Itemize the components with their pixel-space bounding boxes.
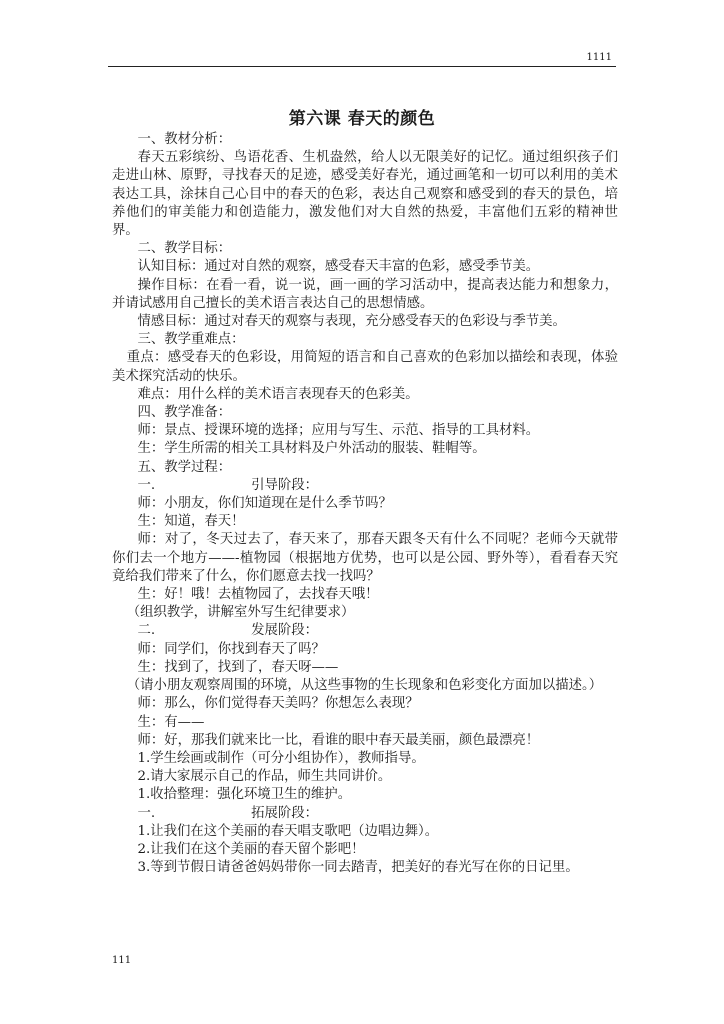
paragraph [112, 604, 618, 622]
paragraph-text: 2.请大家展示自己的作品，师生共同讲价。 [137, 769, 392, 785]
paragraph-text: 师：好，那我们就来比一比，看谁的眼中春天最美丽，颜色最漂亮！ [137, 732, 540, 748]
stage-label: 发展阶段： [251, 623, 319, 639]
paragraph-text: 操作目标：在看一看，说一说，画一画的学习活动中，提高表达能力和想象力，并请试感用自己擅长的美术语言表达自己的思想情感。 [112, 277, 618, 311]
paragraph [112, 277, 618, 313]
paragraph-text: 1.收拾整理：强化环境卫生的维护。 [137, 787, 352, 803]
stage-label: 引导阶段： [251, 477, 319, 493]
paragraph-text: 春天五彩缤纷、鸟语花香、生机盎然，给人以无限美好的记忆。通过组织孩子们走进山林、原野，寻找春天的足迹，感受美好春光，通过画笔和一切可以利用的美术表达工具，涂抹自己心目中的春天的色彩，表达自己观察和感受到的春天的景色，培养他们的审美能力和创造能力，激发他们对大自然的热爱，丰富他们五彩的精神世界。 [112, 150, 618, 239]
paragraph [112, 404, 618, 422]
paragraph [112, 622, 618, 640]
stage-label: 拓展阶段： [251, 805, 319, 821]
paragraph-text: 二. [137, 623, 156, 639]
paragraph [112, 805, 618, 823]
paragraph [112, 131, 618, 149]
paragraph-text: 二、教学目标： [137, 241, 232, 257]
paragraph-text: 师：小朋友，你们知道现在是什么季节吗？ [137, 496, 392, 512]
header-divider [108, 66, 616, 67]
paragraph-text: 师：对了，冬天过去了，春天来了，那春天跟冬天有什么不同呢？老师今天就带你们去一个地方——-植物园（根据地方优势，也可以是公园、野外等），看看春天究竟给我们带来了什么，你们愿意去找一找吗？ [112, 532, 618, 584]
paragraph-text: 生：学生所需的相关工具材料及户外活动的服装、鞋帽等。 [137, 441, 486, 457]
paragraph [112, 440, 618, 458]
paragraph [112, 586, 618, 604]
paragraph [112, 477, 618, 495]
paragraph-text: 1.让我们在这个美丽的春天唱支歌吧（边唱边舞）。 [137, 823, 439, 839]
paragraph [112, 386, 618, 404]
paragraph-text: 师：同学们，你找到春天了吗？ [137, 641, 325, 657]
paragraph-text: 一. [137, 805, 156, 821]
paragraph-text: 一、教材分析： [137, 132, 232, 147]
paragraph-text: 生：有—— [137, 714, 205, 730]
paragraph [112, 732, 618, 750]
paragraph-text: 2.让我们在这个美丽的春天留个影吧！ [137, 841, 365, 857]
paragraph [112, 841, 618, 859]
footer-page-marker: 111 [112, 955, 132, 966]
paragraph [112, 786, 618, 804]
paragraph-text: （组织教学，讲解室外写生纪律要求） [126, 605, 355, 621]
paragraph [112, 331, 618, 349]
paragraph-text: 重点：感受春天的色彩设，用简短的语言和自己喜欢的色彩加以描绘和表现，体验美术探究活动的快乐。 [112, 350, 618, 384]
paragraph [112, 677, 618, 695]
paragraph-text: 情感目标：通过对春天的观察与表现，充分感受春天的色彩设与季节美。 [137, 314, 566, 330]
paragraph [112, 714, 618, 732]
paragraph-text: 难点：用什么样的美术语言表现春天的色彩美。 [137, 386, 419, 402]
header-page-marker: 1111 [586, 52, 612, 63]
paragraph [112, 695, 618, 713]
paragraph-text: 1.学生绘画或制作（可分小组协作），教师指导。 [137, 750, 425, 766]
paragraph [112, 859, 618, 877]
lesson-title: 第六课 春天的颜色 [288, 109, 436, 129]
paragraph [112, 531, 618, 586]
paragraph-text: （请小朋友观察周围的环境，从这些事物的生长现象和色彩变化方面加以描述。） [126, 678, 603, 694]
paragraph [112, 459, 618, 477]
paragraph [112, 349, 618, 385]
paragraph [112, 659, 618, 677]
paragraph [112, 750, 618, 768]
paragraph [112, 313, 618, 331]
paragraph-text: 一. [137, 477, 156, 493]
paragraph-text: 三、教学重难点： [137, 332, 245, 348]
paragraph [112, 149, 618, 240]
document-body [112, 131, 618, 877]
paragraph [112, 258, 618, 276]
paragraph [112, 823, 618, 841]
paragraph [112, 495, 618, 513]
paragraph-text: 师：那么，你们觉得春天美吗？你想怎么表现？ [137, 696, 419, 712]
paragraph [112, 240, 618, 258]
paragraph [112, 768, 618, 786]
paragraph-text: 3.等到节假日请爸爸妈妈带你一同去踏青，把美好的春光写在你的日记里。 [137, 860, 579, 876]
paragraph-text: 生：好！哦！去植物园了，去找春天哦！ [137, 587, 379, 603]
paragraph [112, 513, 618, 531]
paragraph-text: 师：景点、授课环境的选择；应用与写生、示范、指导的工具材料。 [137, 423, 540, 439]
paragraph-text: 认知目标：通过对自然的观察，感受春天丰富的色彩，感受季节美。 [137, 259, 540, 275]
paragraph-text: 四、教学准备： [137, 405, 232, 421]
paragraph-text: 生：知道，春天！ [137, 514, 245, 530]
paragraph [112, 422, 618, 440]
paragraph [112, 641, 618, 659]
paragraph-text: 生：找到了，找到了，春天呀—— [137, 659, 339, 675]
paragraph-text: 五、教学过程： [137, 459, 232, 475]
